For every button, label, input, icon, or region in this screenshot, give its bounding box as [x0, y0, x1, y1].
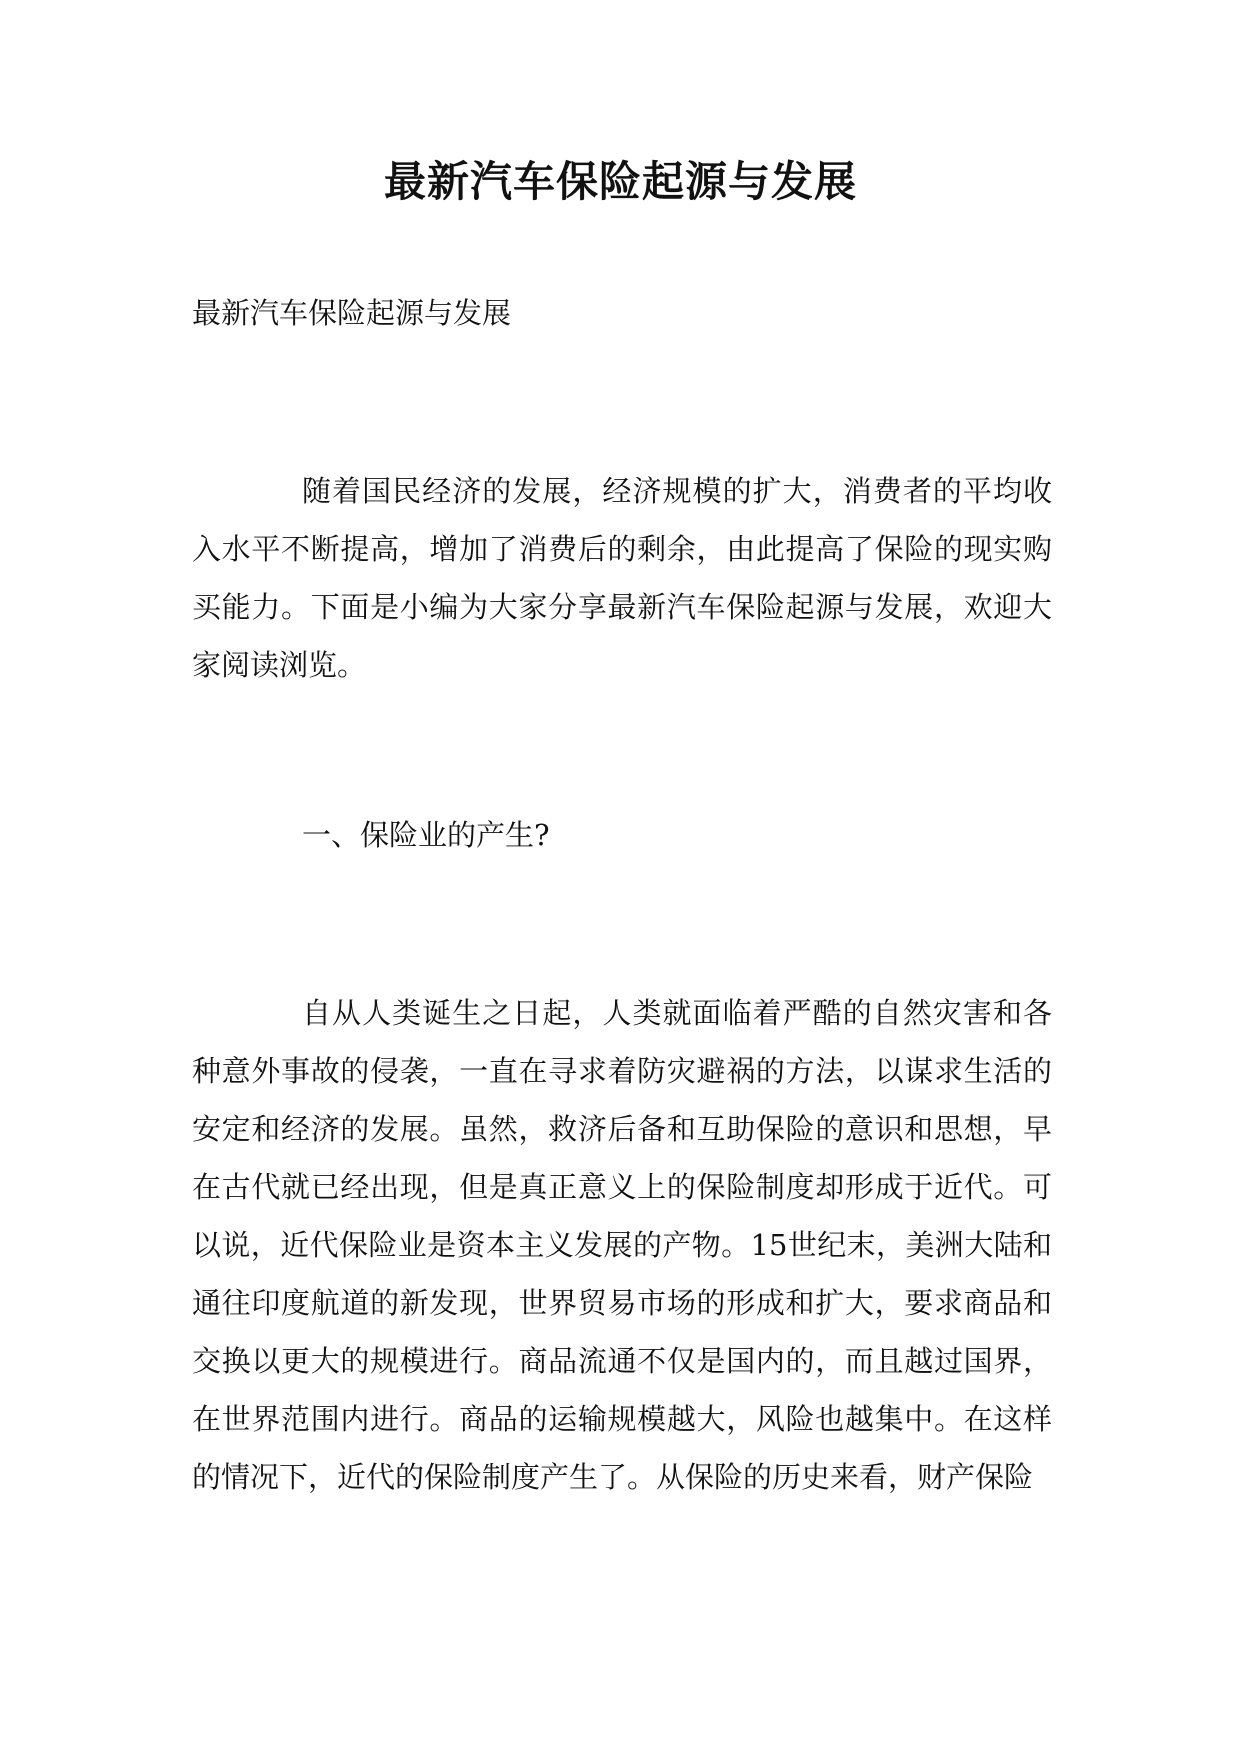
document-title: 最新汽车保险起源与发展: [383, 157, 857, 206]
document-subtitle: 最新汽车保险起源与发展: [192, 296, 512, 330]
origin-paragraph: 自从人类诞生之日起，人类就面临着严酷的自然灾害和各种意外事故的侵袭，一直在寻求着防灾避祸的方法，以谋求生活的安定和经济的发展。虽然，救济后备和互助保险的意识和思想，早在古代就已经出现，但是真正意义上的保险制度却形成于近代。可以说，近代保险业是资本主义发展的产物。15世纪末，美洲大陆和通往印度航道的新发现，世界贸易市场的形成和扩大，要求商品和交换以更大的规模进行。商品流通不仅是国内的，而且越过国界，在世界范围内进行。商品的运输规模越大，风险也越集中。在这样的情况下，近代的保险制度产生了。从保险的历史来看，财产保险: [192, 996, 1052, 1494]
section-heading: 一、保险业的产生?: [302, 818, 550, 852]
intro-paragraph: 随着国民经济的发展，经济规模的扩大，消费者的平均收入水平不断提高，增加了消费后的剩余，由此提高了保险的现实购买能力。下面是小编为大家分享最新汽车保险起源与发展，欢迎大家阅读浏览。: [192, 474, 1052, 682]
